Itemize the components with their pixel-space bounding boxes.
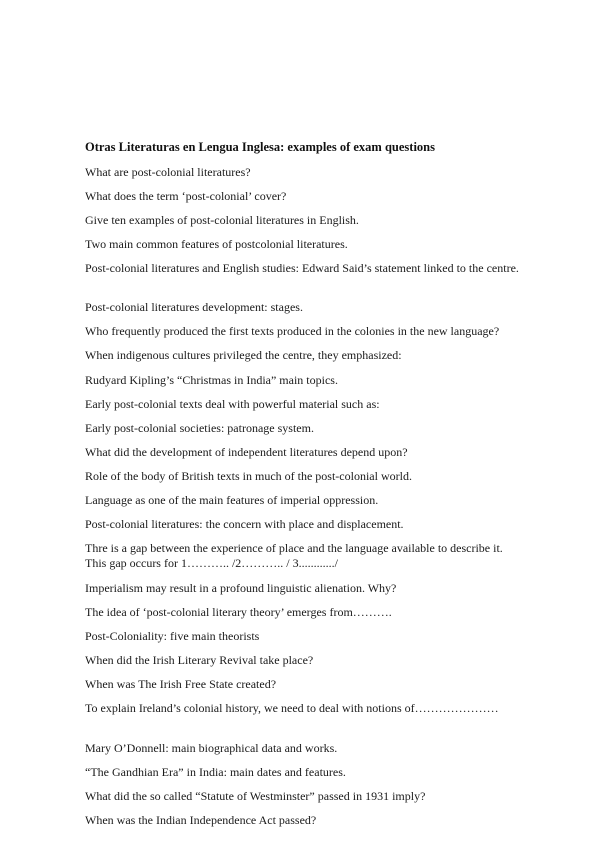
- question-12: What did the development of independent literatures depend upon?: [85, 445, 408, 459]
- question-10: Early post-colonial texts deal with powerful material such as:: [85, 397, 380, 411]
- question-1: What are post-colonial literatures?: [85, 165, 251, 179]
- question-17: Imperialism may result in a profound linguistic alienation. Why?: [85, 581, 397, 595]
- question-14: Language as one of the main features of imperial oppression.: [85, 493, 379, 507]
- question-2: What does the term ‘post-colonial’ cover?: [85, 189, 287, 203]
- question-19: Post-Coloniality: five main theorists: [85, 629, 260, 643]
- question-20: When did the Irish Literary Revival take place?: [85, 653, 314, 667]
- question-13: Role of the body of British texts in much of the post-colonial world.: [85, 469, 412, 483]
- question-24: “The Gandhian Era” in India: main dates and features.: [85, 765, 346, 779]
- question-9: Rudyard Kipling’s “Christmas in India” main topics.: [85, 373, 338, 387]
- question-23: Mary O’Donnell: main biographical data and works.: [85, 741, 338, 755]
- question-8: When indigenous cultures privileged the centre, they emphasized:: [85, 348, 402, 362]
- question-18: The idea of ‘post-colonial literary theory’ emerges from……….: [85, 605, 392, 619]
- question-4: Two main common features of postcolonial literatures.: [85, 237, 348, 251]
- question-3: Give ten examples of post-colonial literatures in English.: [85, 213, 359, 227]
- question-21: When was The Irish Free State created?: [85, 677, 277, 691]
- question-15: Post-colonial literatures: the concern with place and displacement.: [85, 517, 404, 531]
- question-26: When was the Indian Independence Act passed?: [85, 813, 317, 827]
- document-title: Otras Literaturas en Lengua Inglesa: examples of exam questions: [85, 140, 435, 154]
- question-7: Who frequently produced the first texts produced in the colonies in the new language?: [85, 324, 500, 338]
- question-6: Post-colonial literatures development: stages.: [85, 300, 303, 314]
- question-5: Post-colonial literatures and English studies: Edward Said’s statement linked to the centre.: [85, 261, 519, 275]
- question-22: To explain Ireland’s colonial history, we need to deal with notions of…………………: [85, 701, 499, 715]
- question-16: Thre is a gap between the experience of place and the language available to describe it. This gap occurs for 1……….. /2……….. / 3............/: [85, 541, 503, 570]
- question-25: What did the so called “Statute of Westminster” passed in 1931 imply?: [85, 789, 426, 803]
- question-11: Early post-colonial societies: patronage system.: [85, 421, 314, 435]
